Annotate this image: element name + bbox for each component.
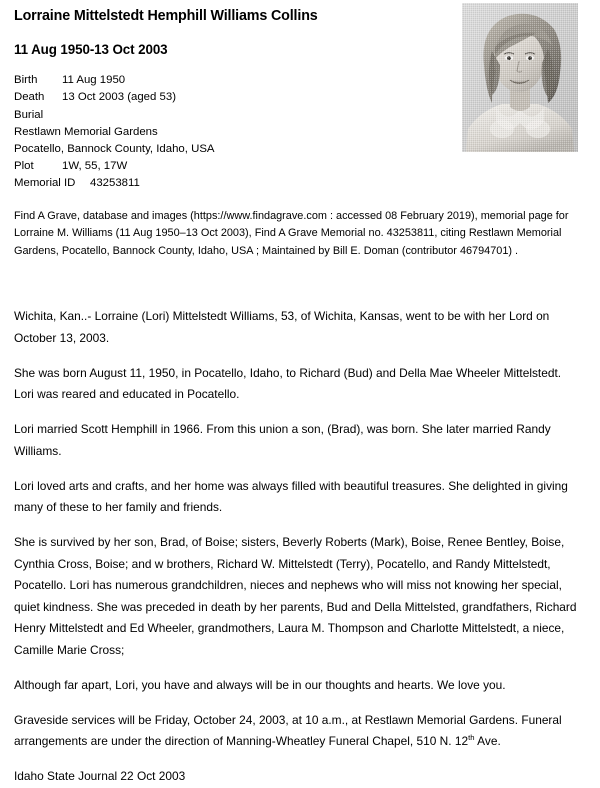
fact-row-death (14, 89, 454, 106)
memorial-id-value: 43253811 (90, 177, 140, 190)
obituary-text (14, 306, 580, 788)
obituary-source-line: Idaho State Journal 22 Oct 2003 (14, 769, 186, 783)
fact-row-burial (14, 107, 454, 124)
obituary-paragraph: Lori married Scott Hemphill in 1966. From this union a son, (Brad), was born. She later married Randy Williams. (14, 422, 551, 458)
services-text-tail: Ave. (474, 734, 501, 748)
memorial-facts-list (14, 72, 454, 192)
obituary-paragraph-survivors: She is survived by her son, Brad, of Boise; sisters, Beverly Roberts (Mark), Boise, Renee Bentley, Boise, Cynthia Cross, Boise; and w brothers, Richard W. Mittelstedt (Terry), Pocatello, and Randy Mittelstedt, Pocatello. Lori has numerous grandchildren, nieces and nephews who will miss not knowing her special, quiet kindness. She was preceded in death by her parents, Bud and Della Mittelsted, grandfathers, Richard Henry Mittelstedt and Ed Wheeler, grandmothers, Laura M. Thompson and Charlotte Mittelstedt, a niece, Camille Marie Cross; (14, 535, 577, 657)
services-text-main: Graveside services will be Friday, October 24, 2003, at 10 a.m., at Restlawn Memorial Gardens. Funeral arrangements are under the direction of Manning-Wheatley Funeral Chapel, 510 N. 12 (14, 712, 562, 748)
obituary-paragraph: Lori loved arts and crafts, and her home was always filled with beautiful treasures. She delighted in giving many of these to her family and friends. (14, 478, 568, 514)
birth-label: Birth (14, 74, 38, 87)
cemetery-location: Pocatello, Bannock County, Idaho, USA (14, 143, 215, 156)
obituary-paragraph-services (14, 710, 580, 753)
source-citation: Find A Grave, database and images (https://www.findagrave.com : accessed 08 February 2019), memorial page for Lorraine M. Williams (11 Aug 1950–13 Oct 2003), Find A Grave Memorial no. 43253811, citing Restlawn Memorial Gardens, Pocatello, Bannock County, Idaho, USA ; Maintained by Bill E. Doman (contributor 46794701) . (14, 210, 569, 257)
cemetery-name: Restlawn Memorial Gardens (14, 125, 158, 138)
memorial-id-label: Memorial ID (14, 177, 76, 190)
portrait-photo (462, 3, 578, 152)
memorial-header (14, 8, 454, 193)
birth-value: 11 Aug 1950 (62, 74, 126, 87)
plot-value: 1W, 55, 17W (62, 160, 128, 173)
ordinal-suffix: th (468, 733, 475, 743)
plot-label: Plot (14, 160, 34, 173)
obituary-paragraph: Wichita, Kan..- Lorraine (Lori) Mittelstedt Williams, 53, of Wichita, Kansas, went to be with her Lord on October 13, 2003. (14, 309, 550, 345)
obituary-paragraph: She was born August 11, 1950, in Pocatello, Idaho, to Richard (Bud) and Della Mae Wheeler Mittelstedt. Lori was reared and educated in Pocatello. (14, 365, 562, 401)
death-value: 13 Oct 2003 (aged 53) (62, 91, 176, 104)
fact-row-plot (14, 158, 454, 175)
fact-row-memorial-id (14, 175, 454, 192)
memorial-date-range: 11 Aug 1950-13 Oct 2003 (14, 42, 168, 58)
page-title: Lorraine Mittelstedt Hemphill Williams Collins (14, 8, 318, 24)
obituary-paragraph-tribute: Although far apart, Lori, you have and always will be in our thoughts and hearts. We love you. (14, 677, 506, 692)
portrait-photo-image (462, 3, 578, 152)
death-label: Death (14, 91, 45, 104)
fact-row-birth (14, 72, 454, 89)
burial-label: Burial (14, 108, 44, 121)
